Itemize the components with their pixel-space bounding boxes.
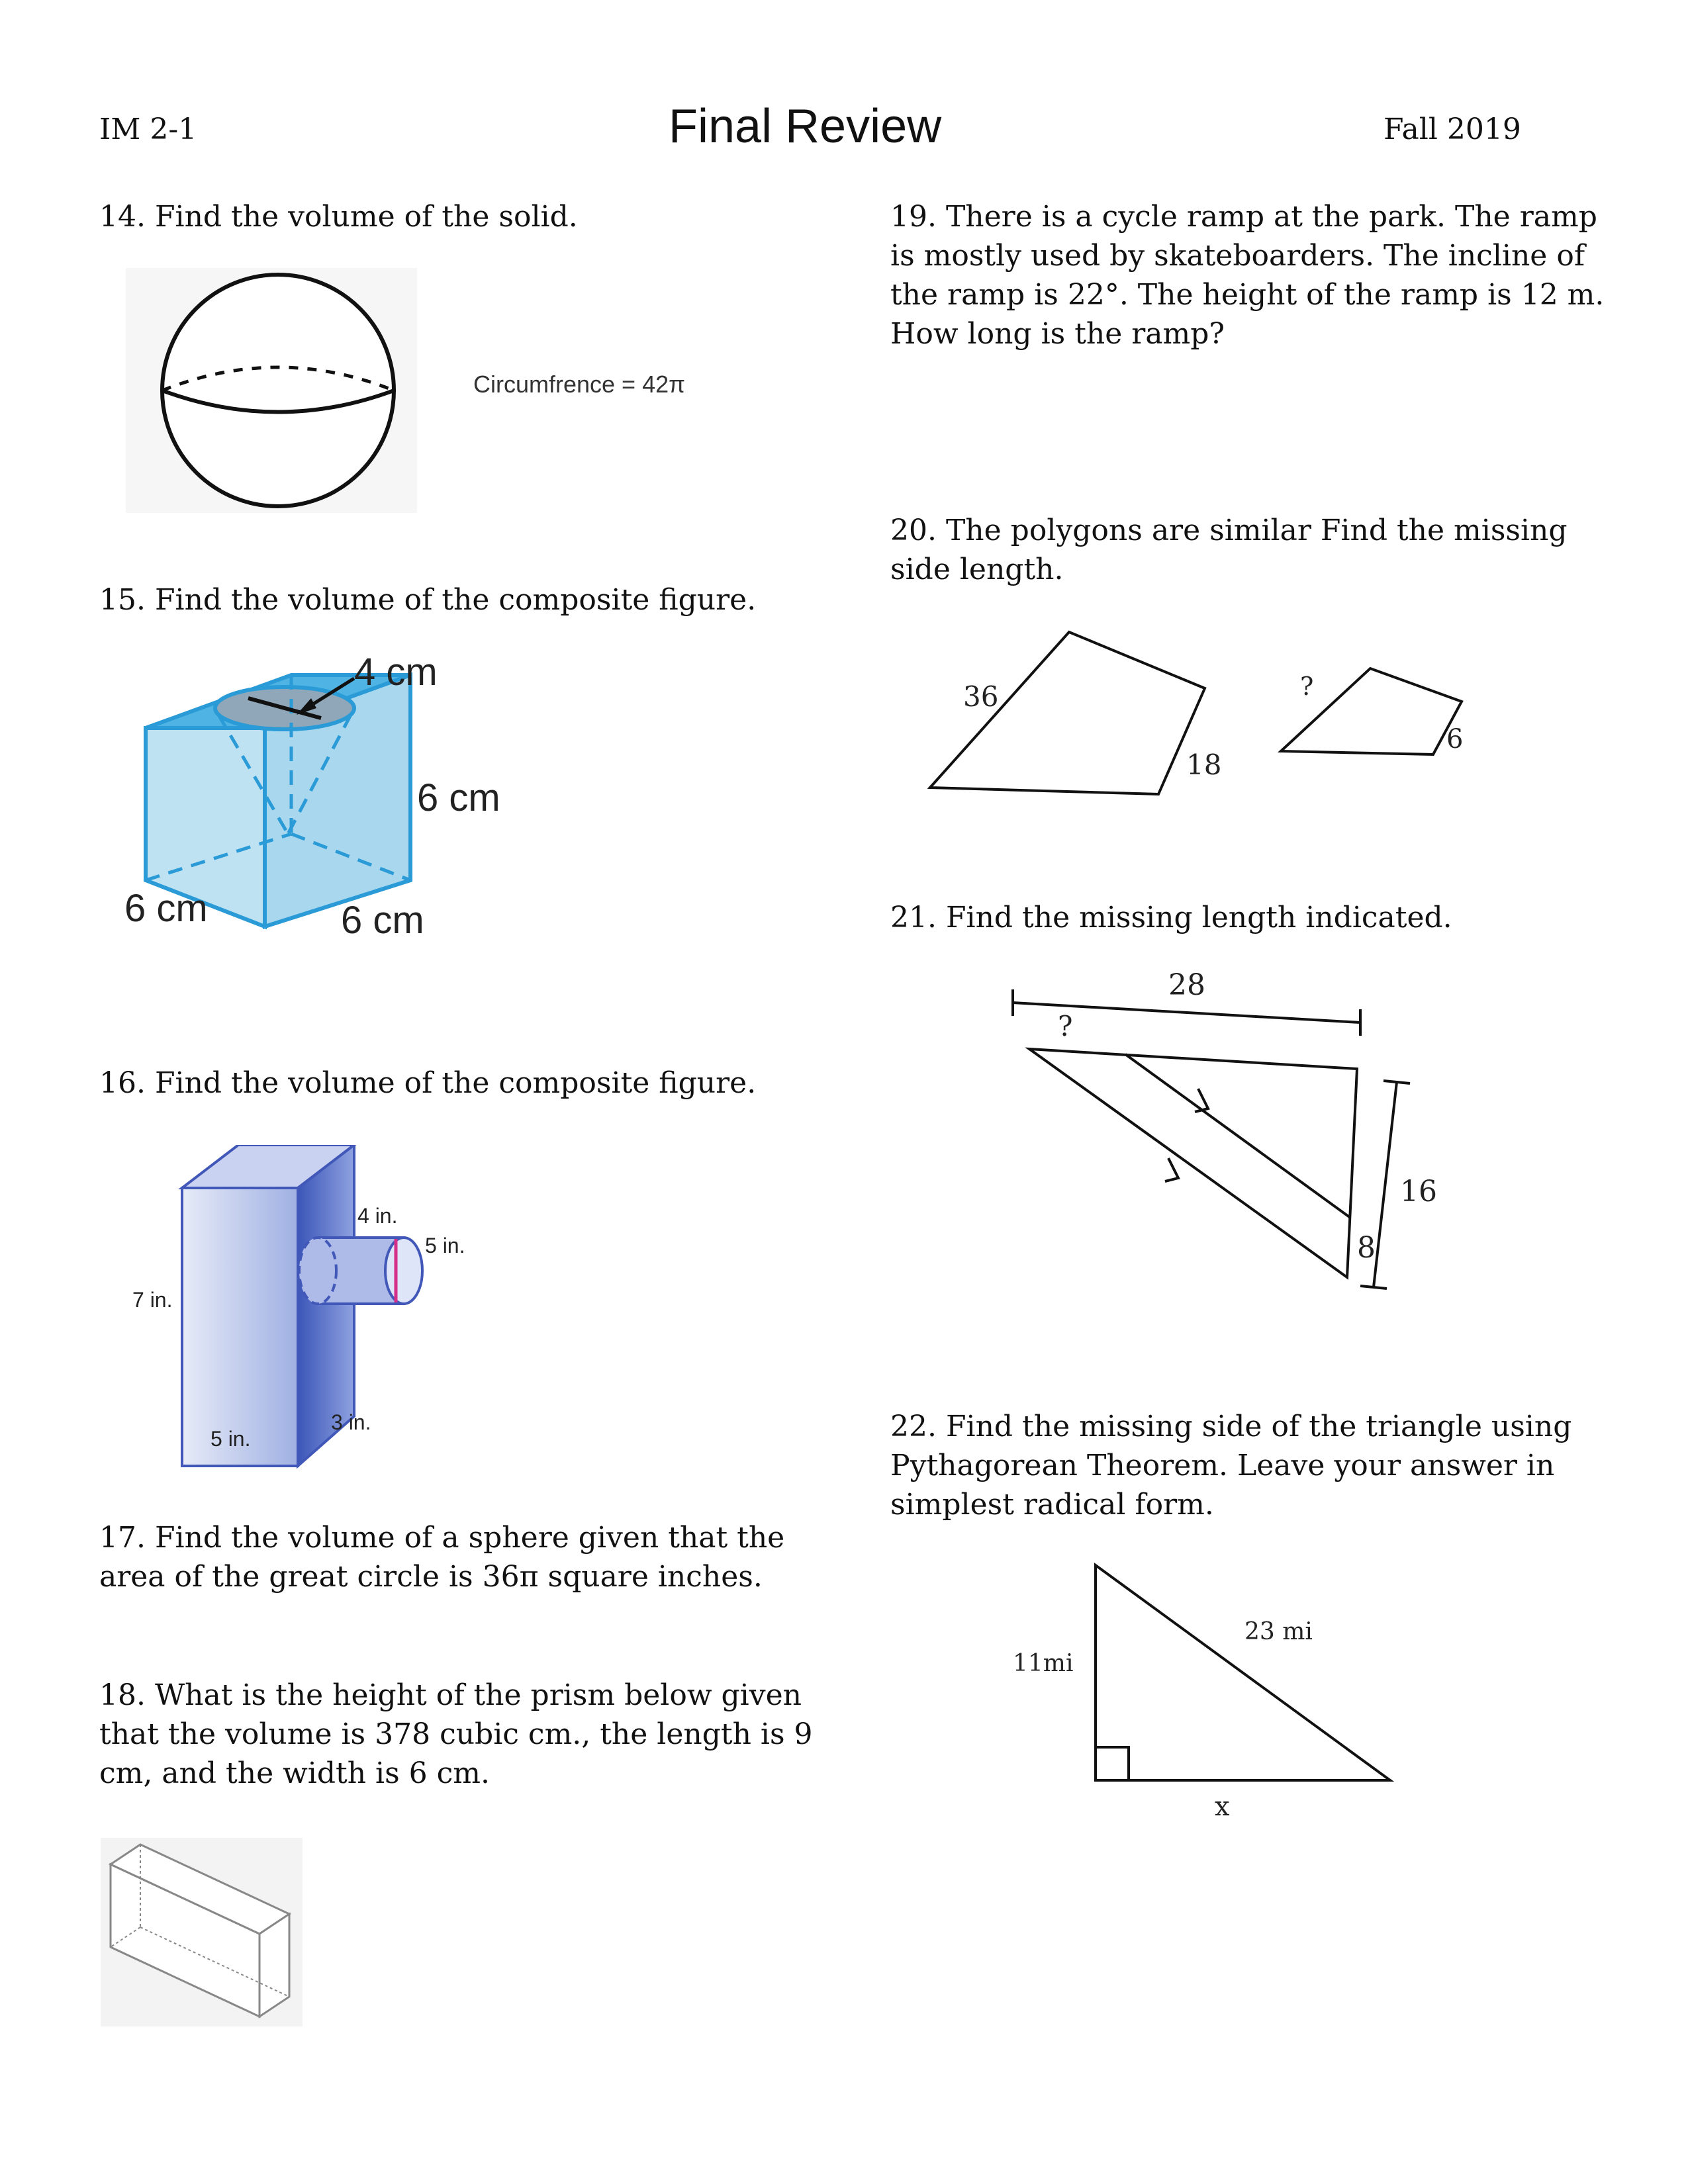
sphere-outline [162,275,394,506]
page-title: Final Review [669,100,942,153]
question-22-line2: Pythagorean Theorem. Leave your answer in [890,1449,1555,1482]
label-36: 36 [963,680,999,713]
label-height: 7 in. [132,1288,173,1312]
question-20 [890,511,1568,589]
question-15: 15. Find the volume of the composite figure. [99,583,757,617]
question-19-line1: 19. There is a cycle ramp at the park. The ramp [890,200,1597,234]
right-triangle-figure [1006,1559,1403,1823]
label-leg: 11mi [1013,1650,1074,1677]
circumference-label: Circumfrence = 42π [473,371,685,398]
label-unknown: ? [1300,672,1314,701]
question-22-line1: 22. Find the missing side of the triangle using [890,1410,1572,1443]
label-cyl-diameter: 5 in. [425,1234,465,1257]
question-16: 16. Find the volume of the composite figure. [99,1066,757,1100]
triangle-proportion-figure [1006,970,1456,1304]
label-height: 6 cm [417,776,500,819]
large-polygon [930,632,1205,794]
question-18 [99,1676,813,1793]
label-unknown: ? [1058,1010,1073,1042]
cylinder-back [299,1238,336,1304]
label-28: 28 [1168,970,1205,1002]
label-left: 6 cm [124,887,208,930]
prism-cylinder-figure [113,1145,510,1469]
question-18-line1: 18. What is the height of the prism below given [99,1678,802,1712]
question-19-line4: How long is the ramp? [890,317,1225,351]
question-21: 21. Find the missing length indicated. [890,901,1452,934]
prism-front-face [182,1188,298,1466]
right-triangle [1096,1565,1390,1780]
sphere-figure [126,268,417,513]
rectangular-prism-figure [101,1838,303,2026]
parallel-segment [1125,1054,1350,1218]
course-label: IM 2-1 [99,113,197,146]
label-depth: 3 in. [331,1410,371,1434]
label-width: 5 in. [211,1427,251,1451]
question-19 [890,197,1604,353]
similar-polygons-figure [920,625,1483,804]
question-17-line2: area of the great circle is 36π square inches. [99,1560,763,1594]
label-hypotenuse: 23 mi [1244,1618,1313,1645]
question-17-line1: 17. Find the volume of a sphere given that the [99,1521,785,1555]
question-22-line3: simplest radical form. [890,1488,1214,1522]
question-14: 14. Find the volume of the solid. [99,200,578,234]
outer-triangle [1029,1049,1357,1277]
label-base: x [1215,1792,1230,1822]
label-16: 16 [1400,1175,1437,1208]
question-17 [99,1518,784,1596]
cube-cone-figure [113,655,543,946]
question-19-line2: is mostly used by skateboarders. The incline of [890,239,1585,273]
question-19-line3: the ramp is 22°. The height of the ramp is 12 m. [890,278,1605,312]
question-22 [890,1407,1571,1524]
label-6: 6 [1446,724,1464,754]
term-label: Fall 2019 [1383,113,1521,146]
question-20-line2: side length. [890,553,1064,586]
cylinder-front [385,1238,422,1304]
label-4cm: 4 cm [354,655,438,694]
measure-16 [1374,1082,1397,1287]
label-8: 8 [1357,1231,1376,1265]
question-18-line3: cm, and the width is 6 cm. [99,1756,490,1790]
label-bottom: 6 cm [341,899,424,942]
question-18-line2: that the volume is 378 cubic cm., the length is 9 [99,1717,813,1751]
label-cyl-length: 4 in. [357,1204,398,1228]
label-18: 18 [1186,749,1222,781]
right-angle-mark [1096,1747,1129,1780]
question-20-line1: 20. The polygons are similar Find the missing [890,514,1568,547]
parallel-mark-2 [1165,1158,1178,1181]
